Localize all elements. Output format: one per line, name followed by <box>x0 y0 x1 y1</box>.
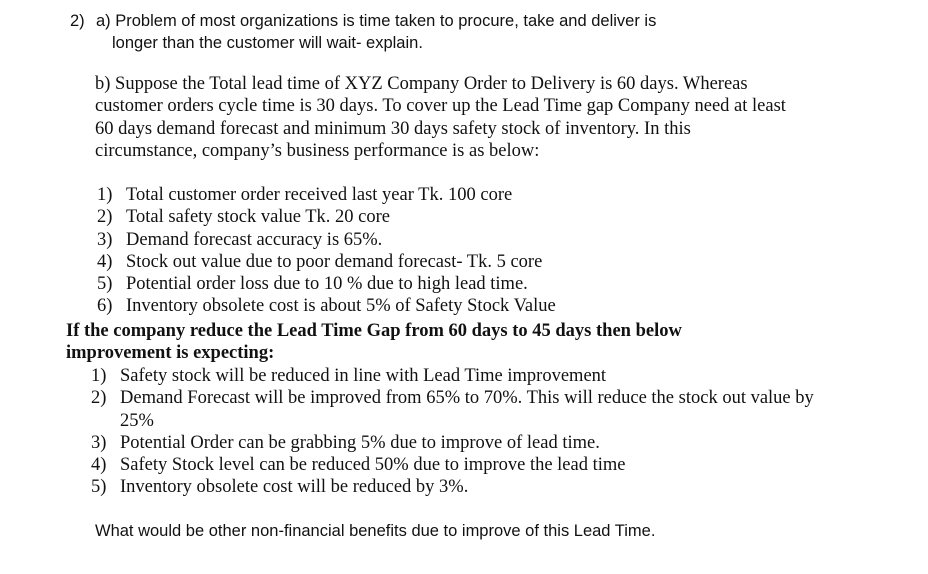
list-item-text: Potential order loss due to 10 % due to high lead time. <box>126 274 528 295</box>
list-item-number: 2) <box>91 388 107 409</box>
improvement-heading-line-2: improvement is expecting: <box>66 343 275 364</box>
improvement-list-item <box>91 454 840 476</box>
performance-list-item <box>97 184 556 206</box>
part-b-line-2: customer orders cycle time is 30 days. To cover up the Lead Time gap Company need at least <box>95 96 786 117</box>
part-b-line-4: circumstance, company’s business performance is as below: <box>95 140 540 161</box>
list-item-number: 6) <box>97 296 113 317</box>
performance-list-item <box>97 251 556 273</box>
improvement-list-item <box>91 387 840 432</box>
list-item-number: 3) <box>91 432 107 453</box>
list-item-text: Inventory obsolete cost is about 5% of Safety Stock Value <box>126 296 556 317</box>
list-item-text: Total customer order received last year Tk. 100 core <box>126 185 513 205</box>
list-item-number: 3) <box>97 229 113 250</box>
list-item-number: 4) <box>97 251 113 272</box>
list-item-number: 5) <box>97 274 113 295</box>
improvement-list-item <box>91 365 840 387</box>
list-item-text: Demand forecast accuracy is 65%. <box>126 229 383 250</box>
part-a-line-2: longer than the customer will wait- explain. <box>112 34 423 52</box>
list-item-text: Safety Stock level can be reduced 50% due to improve the lead time <box>120 455 626 476</box>
improvement-list-item <box>91 476 840 498</box>
question-number: 2) <box>70 12 85 30</box>
list-item-text: Potential Order can be grabbing 5% due to improve of lead time. <box>120 432 600 453</box>
part-b-paragraph <box>95 73 786 162</box>
improvement-list-item <box>91 432 840 454</box>
list-item-text: Safety stock will be reduced in line with Lead Time improvement <box>120 366 607 386</box>
part-b-line-1: b) Suppose the Total lead time of XYZ Company Order to Delivery is 60 days. Whereas <box>95 74 748 94</box>
improvement-heading <box>66 320 682 365</box>
part-b-line-3: 60 days demand forecast and minimum 30 days safety stock of inventory. In this <box>95 118 691 139</box>
improvement-heading-line-1: If the company reduce the Lead Time Gap from 60 days to 45 days then below <box>66 321 682 341</box>
list-item-number: 2) <box>97 207 113 228</box>
performance-list-item <box>97 229 556 251</box>
list-item-text: Stock out value due to poor demand forecast- Tk. 5 core <box>126 251 543 272</box>
list-item-number: 5) <box>91 477 107 498</box>
part-a-line-1: a) Problem of most organizations is time taken to procure, take and deliver is <box>96 12 657 30</box>
list-item-number: 1) <box>91 366 107 386</box>
performance-list <box>97 184 556 318</box>
list-item-number: 1) <box>97 185 113 205</box>
performance-list-item <box>97 295 556 317</box>
list-item-text: Demand Forecast will be improved from 65% to 70%. This will reduce the stock out value by 25% <box>120 388 814 431</box>
improvement-list <box>91 365 840 499</box>
performance-list-item <box>97 273 556 295</box>
performance-list-item <box>97 206 556 228</box>
list-item-text: Total safety stock value Tk. 20 core <box>126 207 390 228</box>
list-item-text: Inventory obsolete cost will be reduced by 3%. <box>120 477 469 498</box>
final-question: What would be other non-financial benefits due to improve of this Lead Time. <box>95 522 656 540</box>
list-item-number: 4) <box>91 455 107 476</box>
